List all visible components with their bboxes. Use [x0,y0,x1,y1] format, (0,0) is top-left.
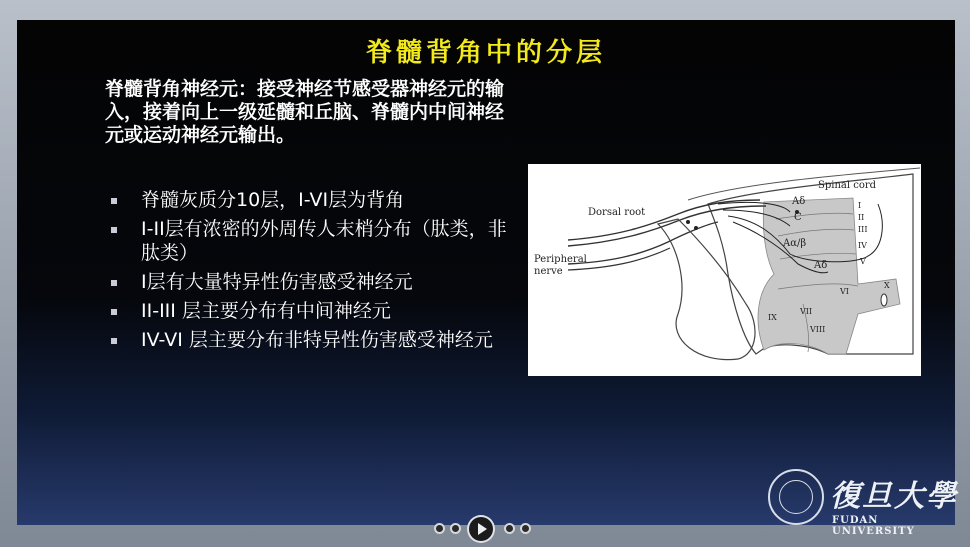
playback-controls [430,516,540,542]
dorsal-root [568,200,760,240]
bullet-icon [111,227,117,233]
bullet-text: IV-VI 层主要分布非特异性伤害感受神经元 [141,329,493,351]
label-a-beta: Aα/β [783,238,807,249]
synapse-dot [686,220,690,224]
label-dorsal-root: Dorsal root [588,207,646,218]
lamina-label: III [858,225,868,234]
bullet-text: 脊髓灰质分10层，I-VI层为背角 [141,189,405,211]
bullet-list [109,188,509,357]
logo-chinese: 復旦大學 [830,479,958,514]
bullet-text: I-II层有浓密的外周传人末梢分布（肽类，非肽类） [141,218,507,264]
slide-title: 脊髓背角中的分层 [365,38,606,68]
university-seal-icon [768,469,824,525]
lamina-label: IV [858,241,867,250]
lamina-label: II [858,213,865,222]
logo-english: FUDAN UNIVERSITY [832,515,915,537]
bullet-text: I层有大量特异性伤害感受神经元 [141,271,413,293]
spinal-cord-diagram [528,164,921,376]
lamina-label: IX [768,313,777,322]
lamina-label: VI [840,287,849,296]
previous-icon[interactable] [436,525,443,532]
central-canal [881,294,887,306]
next-icon[interactable] [522,525,529,532]
synapse-dot [694,226,698,230]
bullet-item [109,299,509,323]
bullet-item [109,188,509,212]
bullet-item [109,270,509,294]
rewind-icon[interactable] [452,525,459,532]
bullet-item [109,217,509,265]
lamina-label: I [858,201,862,210]
play-icon[interactable] [469,517,493,541]
forward-icon[interactable] [506,525,513,532]
label-a-delta-bottom: Aδ [814,260,828,271]
label-c-fiber: C [794,212,802,223]
lamina-label: X [884,281,890,290]
label-a-delta-top: Aδ [792,196,806,207]
lamina-label: VII [800,307,813,316]
slide [17,20,955,525]
gray-matter [758,198,900,354]
lamina-label: VIII [810,325,826,334]
lamina-label: V [860,257,866,266]
label-peripheral: Peripheral [534,254,587,265]
label-spinal-cord: Spinal cord [818,180,877,191]
fudan-logo [758,465,958,535]
bullet-text: II-III 层主要分布有中间神经元 [141,300,391,322]
bullet-item [109,328,509,352]
label-nerve: nerve [534,266,563,277]
bullet-icon [111,309,117,315]
bullet-icon [111,338,117,344]
slide-intro: 脊髓背角神经元：接受神经节感受器神经元的输入，接着向上一级延髓和丘脑、脊髓内中间神经元或运动神经元输出。 [105,78,505,146]
bullet-icon [111,280,117,286]
bullet-icon [111,198,117,204]
